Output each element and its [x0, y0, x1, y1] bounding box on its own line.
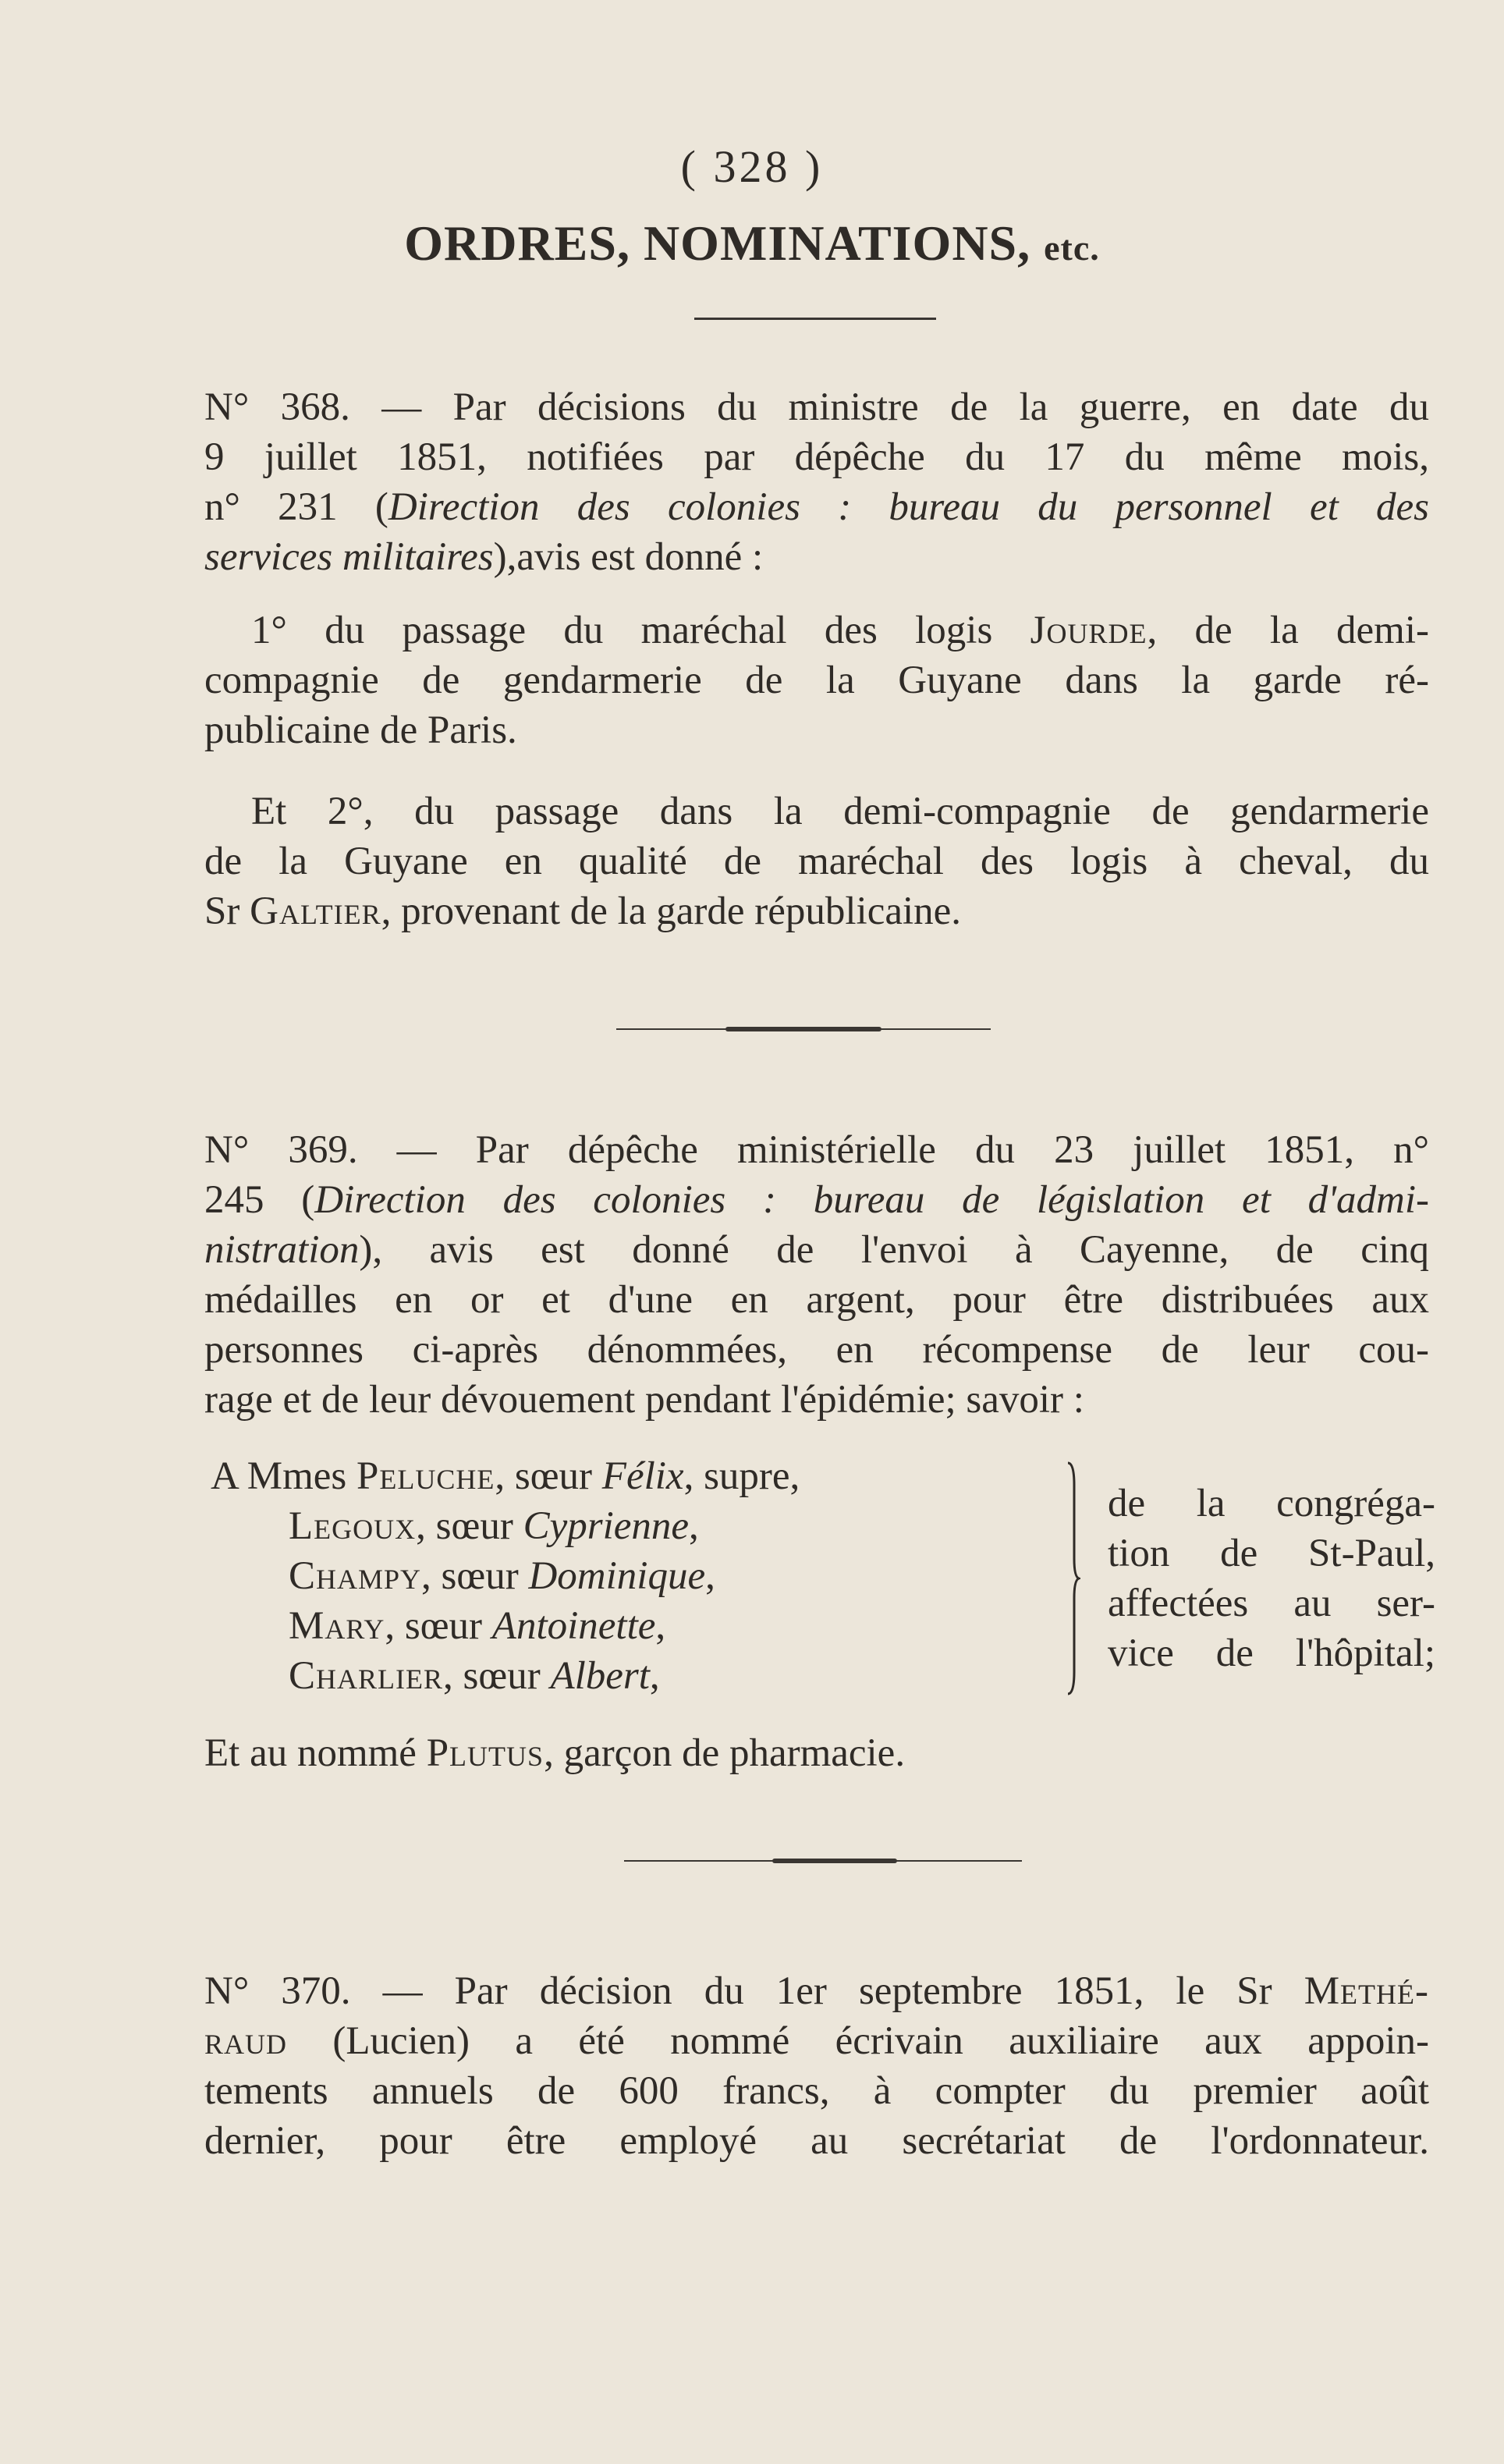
decision-369-final — [204, 1728, 1429, 1778]
congregation-note — [1108, 1479, 1435, 1678]
congregation-note-line3: affectées au ser- — [1108, 1582, 1435, 1625]
congregation-note-line1: de la congréga- — [1108, 1482, 1435, 1525]
heading-rule — [694, 318, 936, 320]
recipient-row-5: Charlier, sœur Albert, — [289, 1654, 660, 1698]
decision-370-line2: raud (Lucien) a été nommé écrivain auxiliaire aux appoin- — [204, 2019, 1429, 2063]
decision-368-point2-line2: de la Guyane en qualité de maréchal des logis à cheval, du — [204, 840, 1429, 883]
heading-etc: etc. — [1044, 228, 1100, 268]
decision-369-line3: nistration), avis est donné de l'envoi à Cayenne, de cinq — [204, 1228, 1429, 1272]
recipient-row-1: A Mmes Peluche, sœur Félix, supre, — [211, 1454, 800, 1498]
recipient-row-4: Mary, sœur Antoinette, — [289, 1604, 666, 1648]
curly-brace-icon — [1065, 1461, 1080, 1695]
decision-369-line2: 245 (Direction des colonies : bureau de législation et d'admi- — [204, 1178, 1430, 1222]
decision-368-point2-line3: Sr Galtier, provenant de la garde républicaine. — [204, 889, 962, 933]
decision-368-point2-line1: Et 2°, du passage dans la demi-compagnie de gendarmerie — [251, 790, 1429, 833]
medal-recipients-list — [211, 1451, 800, 1701]
decision-368-point1-line2: compagnie de gendarmerie de la Guyane dans la garde ré- — [204, 659, 1429, 702]
decision-368-line3: n° 231 (Direction des colonies : bureau du personnel et des — [204, 485, 1429, 529]
congregation-note-line4: vice de l'hôpital; — [1108, 1631, 1435, 1675]
decision-370-line3: tements annuels de 600 francs, à compter du premier août — [204, 2069, 1429, 2113]
section-heading — [0, 215, 1504, 272]
decision-370 — [204, 1966, 1429, 2166]
decision-369-line5: personnes ci-après dénommées, en récompense de leur cou- — [204, 1328, 1429, 1372]
decision-368-line2: 9 juillet 1851, notifiées par dépêche du 17 du même mois, — [204, 435, 1429, 479]
decision-369-line4: médailles en or et d'une en argent, pour être distribuées aux — [204, 1278, 1429, 1322]
decision-369-line6: rage et de leur dévouement pendant l'épidémie; savoir : — [204, 1378, 1084, 1422]
separator-rule-1-thick — [725, 1027, 881, 1031]
recipient-row-3: Champy, sœur Dominique, — [289, 1554, 715, 1598]
decision-369-line1: N° 369. — Par dépêche ministérielle du 23 juillet 1851, n° — [204, 1128, 1429, 1172]
decision-370-line1: N° 370. — Par décision du 1er septembre 1851, le Sr Methé- — [204, 1969, 1429, 2013]
heading-main: ORDRES, NOMINATIONS, — [404, 215, 1031, 271]
decision-368-line1: N° 368. — Par décisions du ministre de la guerre, en date du — [204, 385, 1429, 429]
decision-368-point1-line3: publicaine de Paris. — [204, 708, 517, 752]
decision-368-point1-line1: 1° du passage du maréchal des logis Jourde, de la demi- — [251, 609, 1429, 652]
decision-369 — [204, 1125, 1429, 1425]
recipient-row-2: Legoux, sœur Cyprienne, — [289, 1504, 699, 1548]
decision-368 — [204, 382, 1429, 936]
congregation-note-line2: tion de St-Paul, — [1108, 1532, 1435, 1575]
decision-370-line4: dernier, pour être employé au secrétariat de l'ordonnateur. — [204, 2119, 1429, 2163]
page-number: ( 328 ) — [680, 141, 824, 192]
separator-rule-2-thick — [772, 1859, 897, 1863]
decision-369-final-line: Et au nommé Plutus, garçon de pharmacie. — [204, 1731, 906, 1775]
decision-368-line4: services militaires),avis est donné : — [204, 535, 764, 579]
